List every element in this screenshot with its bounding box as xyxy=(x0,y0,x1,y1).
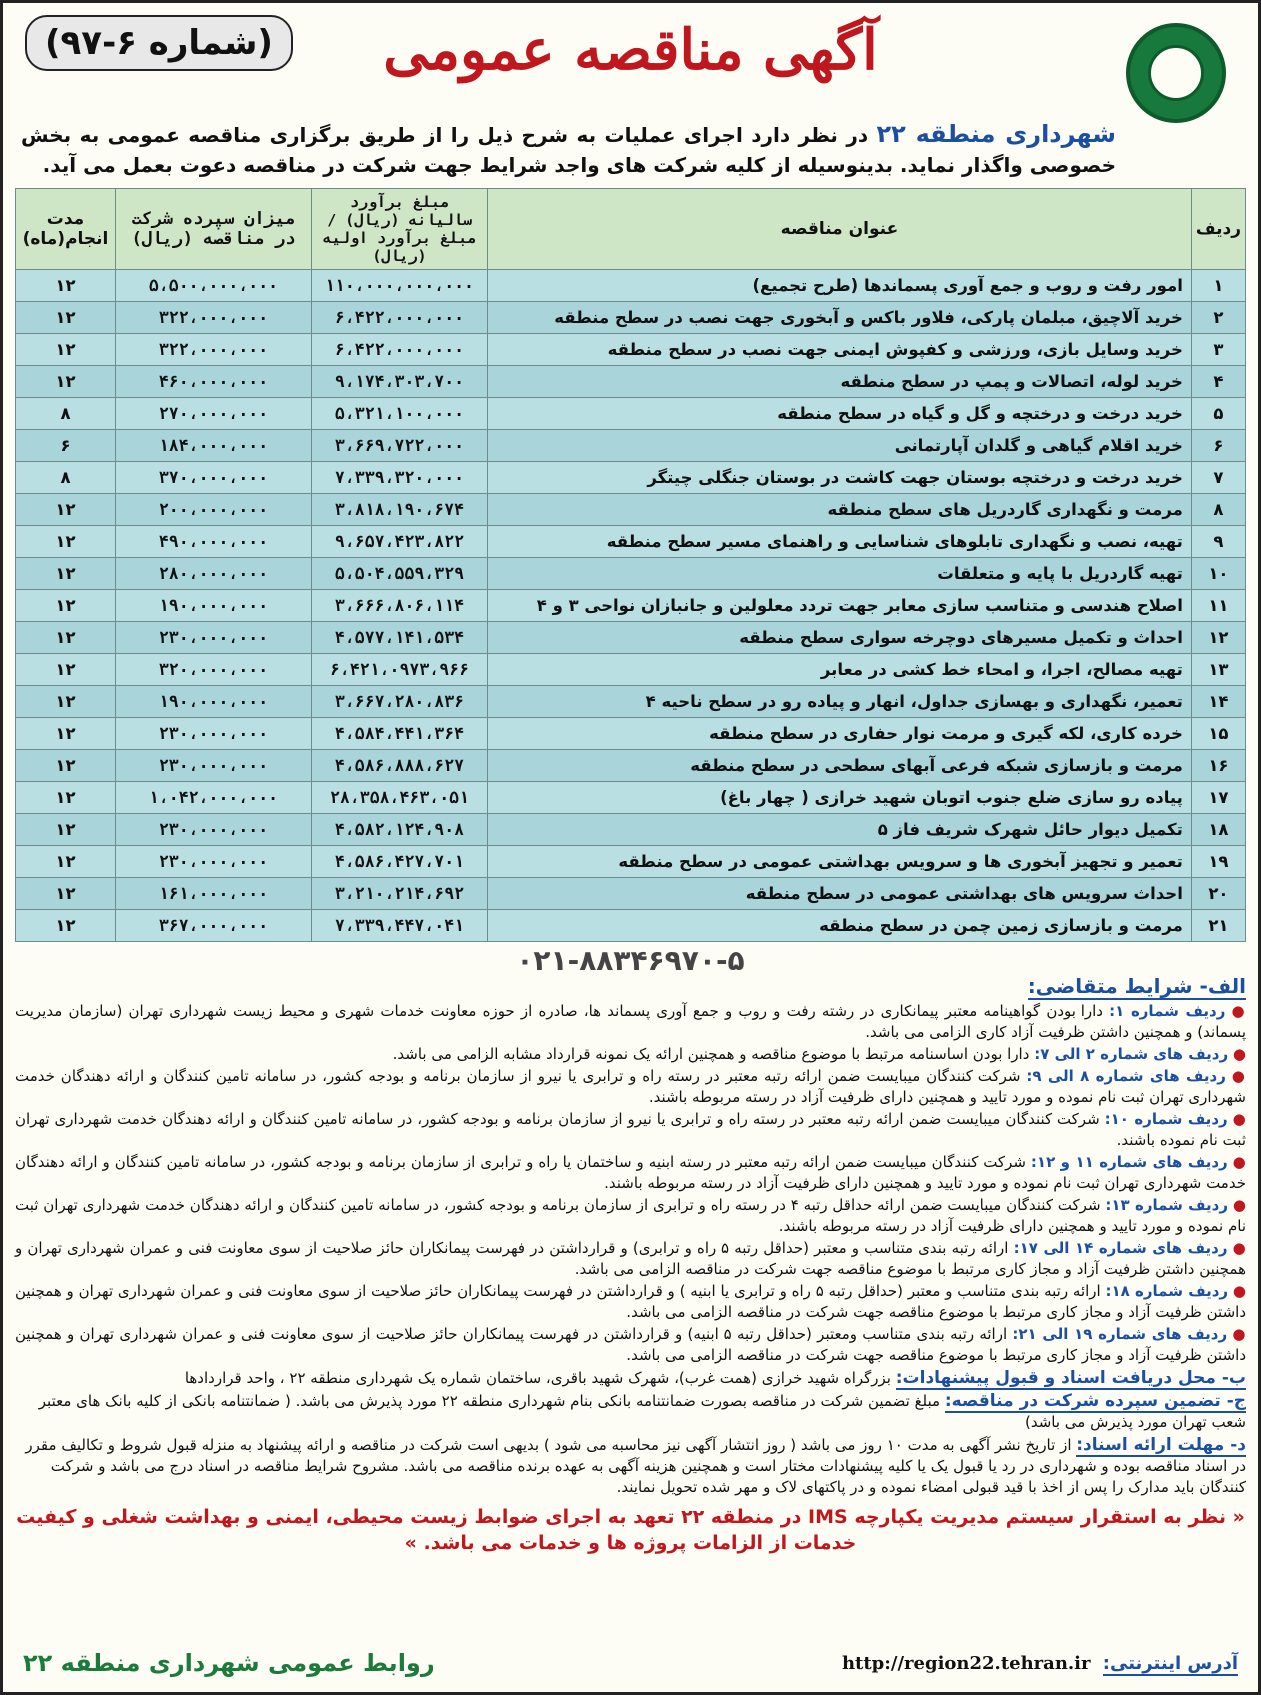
row-number: ۱۸ xyxy=(1191,814,1245,846)
row-estimate: ۷،۳۳۹،۳۲۰،۰۰۰ xyxy=(312,462,488,494)
bullet-icon: ● xyxy=(1227,1110,1246,1128)
table-row xyxy=(16,878,1246,910)
row-estimate: ۵،۵۰۴،۵۵۹،۳۲۹ xyxy=(312,558,488,590)
row-estimate: ۴،۵۸۶،۸۸۸،۶۲۷ xyxy=(312,750,488,782)
address-label: آدرس اینترنتی: xyxy=(1102,1652,1238,1674)
table-row xyxy=(16,814,1246,846)
bullet-icon: ● xyxy=(1228,1282,1246,1300)
condition-item xyxy=(15,1044,1246,1065)
row-duration: ۱۲ xyxy=(16,814,116,846)
ims-notice: « نظر به استقرار سیستم مدیریت یکپارچه IMS در منطقه ۲۲ تعهد به اجرای ضوابط زیست محیطی، ایمنی و بهداشت شغلی و کیفیت خدمات از الزامات پروژه ها و خدمات می باشد. » xyxy=(16,1506,1245,1554)
table-row xyxy=(16,782,1246,814)
condition-label: ردیف های شماره ۱۱ و ۱۲: xyxy=(1030,1153,1228,1171)
row-duration: ۱۲ xyxy=(16,782,116,814)
row-title: پیاده رو سازی ضلع جنوب اتوبان شهید خرازی ( چهار باغ) xyxy=(488,782,1192,814)
bullet-icon: ● xyxy=(1227,1153,1246,1171)
row-number: ۵ xyxy=(1191,398,1245,430)
header-deposit: میزان سپرده شرکت در مناقصه (ریال) xyxy=(116,189,312,270)
condition-text: شرکت کنندگان میبایست ضمن ارائه رتبه معتبر در رسته راه و ترابری یا نیرو از سازمان برنامه و بودجه کشور، در سامانه تامین کنندگان و ارائه دهندگان خدمت شهرداری تهران ثبت نام نموده و مورد تایید و همچنین دارای ظرفیت آزاد در رسته مربوطه باشند. xyxy=(15,1067,1246,1106)
row-deposit: ۳۶۷،۰۰۰،۰۰۰ xyxy=(116,910,312,942)
row-number: ۲۰ xyxy=(1191,878,1245,910)
row-duration: ۱۲ xyxy=(16,686,116,718)
row-estimate: ۶،۴۲۱،۰۹۷۳،۹۶۶ xyxy=(312,654,488,686)
row-duration: ۱۲ xyxy=(16,718,116,750)
table-header-row xyxy=(16,189,1246,270)
row-estimate: ۷،۳۳۹،۴۴۷،۰۴۱ xyxy=(312,910,488,942)
row-title: خرید اقلام گیاهی و گلدان آپارتمانی xyxy=(488,430,1192,462)
row-estimate: ۹،۶۵۷،۴۲۳،۸۲۲ xyxy=(312,526,488,558)
header-no: ردیف xyxy=(1191,189,1245,270)
row-number: ۱۶ xyxy=(1191,750,1245,782)
row-number: ۴ xyxy=(1191,366,1245,398)
bullet-icon: ● xyxy=(1227,1325,1246,1343)
condition-text: شرکت کنندگان میبایست ضمن ارائه رتبه معتبر در رسته ابنیه و ساختمان یا راه و ترابری از سازمان برنامه و بودجه کشور، در سامانه تامین کنندگان و ارائه دهندگان خدمت شهرداری تهران ثبت نام نموده و مورد تایید و همچنین دارای ظرفیت آزاد در رسته مربوطه باشند. xyxy=(15,1153,1246,1192)
deadline-line xyxy=(15,1435,1246,1498)
row-deposit: ۱۶۱،۰۰۰،۰۰۰ xyxy=(116,878,312,910)
row-title: تهیه مصالح، اجرا، و امحاء خط کشی در معابر xyxy=(488,654,1192,686)
row-duration: ۱۲ xyxy=(16,302,116,334)
row-title: خرید وسایل بازی، ورزشی و کفپوش ایمنی جهت نصب در سطح منطقه xyxy=(488,334,1192,366)
row-number: ۱۵ xyxy=(1191,718,1245,750)
row-duration: ۱۲ xyxy=(16,366,116,398)
table-row xyxy=(16,718,1246,750)
phone-number: ۰۲۱-۸۸۳۴۶۹۷۰-۵ xyxy=(516,944,745,977)
row-number: ۷ xyxy=(1191,462,1245,494)
row-estimate: ۴،۵۸۶،۴۲۷،۷۰۱ xyxy=(312,846,488,878)
intro-paragraph xyxy=(21,119,1116,180)
bullet-icon: ● xyxy=(1228,1045,1246,1063)
logo-emblem xyxy=(1148,45,1204,101)
location-line xyxy=(15,1368,1246,1389)
header-duration: مدت انجام(ماه) xyxy=(16,189,116,270)
conditions-heading: الف- شرایط متقاضی: xyxy=(1027,974,1246,998)
condition-text: شرکت کنندگان میبایست ضمن ارائه حداقل رتبه ۴ در رسته راه و ترابری از سازمان برنامه و بودجه کشور، در سامانه تامین کنندگان و ارائه دهندگان خدمت شهرداری تهران ثبت نام نموده و مورد تایید و همچنین دارای ظرفیت آزاد در رسته مربوطه باشند. xyxy=(15,1196,1246,1235)
table-row xyxy=(16,270,1246,302)
row-estimate: ۴،۵۷۷،۱۴۱،۵۳۴ xyxy=(312,622,488,654)
row-duration: ۱۲ xyxy=(16,494,116,526)
table-row xyxy=(16,334,1246,366)
table-row xyxy=(16,590,1246,622)
condition-text: ارائه رتبه بندی متناسب و معتبر (حداقل رتبه ۵ راه و ترابری یا ابنیه ) و قرارداشتن در فهرست پیمانکاران حائز صلاحیت از سوی معاونت فنی و عمران شهرداری تهران و همچنین داشتن ظرفیت آزاد و مجاز کاری مرتبط با موضوع مناقصه جهت شرکت در مناقصه الزامی می باشد. xyxy=(15,1282,1246,1321)
bullet-icon: ● xyxy=(1225,1067,1246,1085)
row-estimate: ۴،۵۸۲،۱۲۴،۹۰۸ xyxy=(312,814,488,846)
row-deposit: ۲۳۰،۰۰۰،۰۰۰ xyxy=(116,622,312,654)
condition-label: ردیف شماره ۱۰: xyxy=(1104,1110,1228,1128)
row-estimate: ۶،۴۲۲،۰۰۰،۰۰۰ xyxy=(312,334,488,366)
condition-text: دارا بودن اساسنامه مرتبط با موضوع مناقصه و همچنین ارائه یک نمونه قرارداد مشابه الزامی می باشد. xyxy=(392,1045,1030,1063)
row-title: مرمت و نگهداری گاردریل های سطح منطقه xyxy=(488,494,1192,526)
row-deposit: ۲۸۰،۰۰۰،۰۰۰ xyxy=(116,558,312,590)
condition-item xyxy=(15,1281,1246,1323)
row-deposit: ۲۳۰،۰۰۰،۰۰۰ xyxy=(116,846,312,878)
row-title: تهیه، نصب و نگهداری تابلوهای شناسایی و راهنمای مسیر سطح منطقه xyxy=(488,526,1192,558)
row-estimate: ۲۸،۳۵۸،۴۶۳،۰۵۱ xyxy=(312,782,488,814)
row-number: ۱۴ xyxy=(1191,686,1245,718)
row-number: ۱۲ xyxy=(1191,622,1245,654)
row-estimate: ۳،۶۶۶،۸۰۶،۱۱۴ xyxy=(312,590,488,622)
row-deposit: ۱۸۴،۰۰۰،۰۰۰ xyxy=(116,430,312,462)
intro-text: در نظر دارد اجرای عملیات به شرح ذیل را از طریق برگزاری مناقصه عمومی به بخش خصوصی واگذار نماید. بدینوسیله از کلیه شرکت های واجد شرایط جهت شرکت در مناقصه دعوت بعمل می آید. xyxy=(21,123,1116,177)
row-duration: ۶ xyxy=(16,430,116,462)
row-deposit: ۳۲۲،۰۰۰،۰۰۰ xyxy=(116,334,312,366)
row-title: خرید لوله، اتصالات و پمپ در سطح منطقه xyxy=(488,366,1192,398)
row-number: ۱۱ xyxy=(1191,590,1245,622)
condition-label: ردیف های شماره ۸ الی ۹: xyxy=(1026,1067,1226,1085)
table-row xyxy=(16,910,1246,942)
row-number: ۱۹ xyxy=(1191,846,1245,878)
condition-text: ارائه رتبه بندی متناسب و معتبر (حداقل رتبه ۵ راه و ترابری) و قرارداشتن در فهرست پیمانکاران حائز صلاحیت از سوی معاونت فنی و عمران شهرداری تهران و همچنین داشتن ظرفیت آزاد و مجاز کاری مرتبط با موضوع مناقصه جهت شرکت در مناقصه الزامی می باشد. xyxy=(15,1239,1246,1278)
row-title: تهیه گاردریل با پایه و متعلقات xyxy=(488,558,1192,590)
condition-item xyxy=(15,1195,1246,1237)
internet-address xyxy=(842,1653,1238,1674)
deadline-label: د- مهلت ارائه اسناد: xyxy=(1076,1435,1246,1455)
row-duration: ۱۲ xyxy=(16,526,116,558)
row-number: ۲۱ xyxy=(1191,910,1245,942)
row-estimate: ۱۱۰،۰۰۰،۰۰۰،۰۰۰ xyxy=(312,270,488,302)
conditions-section xyxy=(15,974,1246,1366)
table-row xyxy=(16,366,1246,398)
condition-label: ردیف شماره ۱۸: xyxy=(1105,1282,1229,1300)
deadline-text: از تاریخ نشر آگهی به مدت ۱۰ روز می باشد ( روز انتشار آگهی نیز محاسبه می شود ) بدیهی است شرکت در مناقصه و ارائه پیشنهاد به منزله قبول شروط و تکالیف مقرر در اسناد مناقصه بوده و شهرداری در رد یا قبول یک یا کلیه پیشنهادات مختار است و همچنین هزینه آگهی به عهده برنده مناقصه می باشد. مشروح شرایط مناقصه در اسناد درج می باشد و شرکت کنندگان باید مدارک را پس از اخذ با قید قبولی امضاء نموده و در پاکتهای لاک و مهر شده تحویل نمایند. xyxy=(25,1436,1246,1496)
table-row xyxy=(16,398,1246,430)
row-title: خرید درخت و درختچه و گل و گیاه در سطح منطقه xyxy=(488,398,1192,430)
table-row xyxy=(16,302,1246,334)
row-estimate: ۳،۶۶۹،۷۲۲،۰۰۰ xyxy=(312,430,488,462)
row-estimate: ۳،۶۶۷،۲۸۰،۸۳۶ xyxy=(312,686,488,718)
row-title: اصلاح هندسی و متناسب سازی معابر جهت تردد معلولین و جانبازان نواحی ۳ و ۴ xyxy=(488,590,1192,622)
row-number: ۸ xyxy=(1191,494,1245,526)
row-title: تعمیر و تجهیز آبخوری ها و سرویس بهداشتی عمومی در سطح منطقه xyxy=(488,846,1192,878)
condition-label: ردیف شماره ۱۳: xyxy=(1105,1196,1229,1214)
condition-text: شرکت کنندگان میبایست ضمن ارائه رتبه معتبر در رسته راه و ترابری یا نیرو از سازمان برنامه و بودجه کشور، در سامانه تامین کنندگان و ارائه دهندگان خدمت شهرداری تهران ثبت نام نموده باشند. xyxy=(15,1110,1246,1149)
row-duration: ۱۲ xyxy=(16,334,116,366)
public-relations-signature: روابط عمومی شهرداری منطقه ۲۲ xyxy=(23,1649,435,1677)
row-estimate: ۶،۴۲۲،۰۰۰،۰۰۰ xyxy=(312,302,488,334)
bullet-icon: ● xyxy=(1228,1196,1246,1214)
row-duration: ۱۲ xyxy=(16,558,116,590)
table-row xyxy=(16,686,1246,718)
condition-label: ردیف های شماره ۲ الی ۷: xyxy=(1034,1045,1229,1063)
table-row xyxy=(16,430,1246,462)
row-deposit: ۳۲۰،۰۰۰،۰۰۰ xyxy=(116,654,312,686)
row-deposit: ۵،۵۰۰،۰۰۰،۰۰۰ xyxy=(116,270,312,302)
row-title: خرید درخت و درختچه بوستان جهت کاشت در بوستان جنگلی چیتگر xyxy=(488,462,1192,494)
row-deposit: ۲۷۰،۰۰۰،۰۰۰ xyxy=(116,398,312,430)
condition-label: ردیف شماره ۱: xyxy=(1109,1002,1226,1020)
header-estimate: مبلغ برآورد سالیانه (ریال) / مبلغ برآورد اولیه (ریال) xyxy=(312,189,488,270)
row-duration: ۱۲ xyxy=(16,622,116,654)
table-row xyxy=(16,558,1246,590)
row-duration: ۱۲ xyxy=(16,878,116,910)
row-duration: ۸ xyxy=(16,398,116,430)
row-estimate: ۳،۲۱۰،۲۱۴،۶۹۲ xyxy=(312,878,488,910)
row-deposit: ۴۶۰،۰۰۰،۰۰۰ xyxy=(116,366,312,398)
row-estimate: ۳،۸۱۸،۱۹۰،۶۷۴ xyxy=(312,494,488,526)
row-title: مرمت و بازسازی شبکه فرعی آبهای سطحی در سطح منطقه xyxy=(488,750,1192,782)
row-title: احداث سرویس های بهداشتی عمومی در سطح منطقه xyxy=(488,878,1192,910)
row-deposit: ۲۳۰،۰۰۰،۰۰۰ xyxy=(116,750,312,782)
condition-item xyxy=(15,1324,1246,1366)
conditions-list xyxy=(15,1001,1246,1366)
row-number: ۹ xyxy=(1191,526,1245,558)
condition-item xyxy=(15,1109,1246,1151)
row-estimate: ۴،۵۸۴،۴۴۱،۳۶۴ xyxy=(312,718,488,750)
row-duration: ۱۲ xyxy=(16,750,116,782)
row-number: ۱۷ xyxy=(1191,782,1245,814)
row-deposit: ۴۹۰،۰۰۰،۰۰۰ xyxy=(116,526,312,558)
page-title: آگهی مناقصه عمومی xyxy=(383,17,878,83)
header-title: عنوان مناقصه xyxy=(488,189,1192,270)
row-number: ۱ xyxy=(1191,270,1245,302)
row-duration: ۱۲ xyxy=(16,270,116,302)
condition-text: دارا بودن گواهینامه معتبر پیمانکاری در رشته رفت و روب و جمع آوری پسماند ها، صادره از حوزه معاونت خدمات شهری و محیط زیست شهرداری تهران (سازمان مدیریت پسماند) و همچنین داشتن ظرفیت آزاد کاری الزامی می باشد. xyxy=(15,1002,1246,1041)
table-row xyxy=(16,622,1246,654)
row-number: ۱۳ xyxy=(1191,654,1245,686)
row-number: ۲ xyxy=(1191,302,1245,334)
municipality-logo xyxy=(1126,23,1226,123)
condition-item xyxy=(15,1001,1246,1043)
footer xyxy=(23,1646,1238,1680)
row-deposit: ۲۳۰،۰۰۰،۰۰۰ xyxy=(116,718,312,750)
guarantee-line xyxy=(15,1391,1246,1433)
location-text: بزرگراه شهید خرازی (همت غرب)، شهرک شهید باقری، ساختمان شماره یک شهرداری منطقه ۲۲ ، واحد قراردادها xyxy=(184,1369,896,1387)
table-row xyxy=(16,526,1246,558)
row-title: احداث و تکمیل مسیرهای دوچرخه سواری سطح منطقه xyxy=(488,622,1192,654)
header xyxy=(15,11,1246,119)
table-row xyxy=(16,654,1246,686)
guarantee-text: مبلغ تضمین شرکت در مناقصه بصورت ضمانتنامه بانکی بنام شهرداری منطقه ۲۲ مورد پذیرش می باشد. ( ضمانتنامه بانکی از کلیه بانک های معتبر شعب تهران مورد پذیرش می باشد) xyxy=(38,1392,1246,1431)
row-duration: ۱۲ xyxy=(16,654,116,686)
row-deposit: ۱۹۰،۰۰۰،۰۰۰ xyxy=(116,590,312,622)
row-number: ۱۰ xyxy=(1191,558,1245,590)
row-duration: ۱۲ xyxy=(16,590,116,622)
row-estimate: ۵،۳۲۱،۱۰۰،۰۰۰ xyxy=(312,398,488,430)
condition-item xyxy=(15,1238,1246,1280)
condition-label: ردیف های شماره ۱۴ الی ۱۷: xyxy=(1013,1239,1228,1257)
row-duration: ۱۲ xyxy=(16,846,116,878)
row-title: مرمت و بازسازی زمین چمن در سطح منطقه xyxy=(488,910,1192,942)
row-deposit: ۳۷۰،۰۰۰،۰۰۰ xyxy=(116,462,312,494)
row-deposit: ۲۳۰،۰۰۰،۰۰۰ xyxy=(116,814,312,846)
table-body xyxy=(16,270,1246,942)
row-deposit: ۱،۰۴۲،۰۰۰،۰۰۰ xyxy=(116,782,312,814)
row-deposit: ۱۹۰،۰۰۰،۰۰۰ xyxy=(116,686,312,718)
guarantee-label: ج- تضمین سپرده شرکت در مناقصه: xyxy=(944,1391,1246,1411)
condition-text: ارائه رتبه بندی متناسب ومعتبر (حداقل رتبه ۵ ابنیه) و قرارداشتن در فهرست پیمانکاران حائز صلاحیت از سوی معاونت فنی و عمران شهرداری تهران و همچنین داشتن ظرفیت آزاد و مجاز کاری مرتبط با موضوع مناقصه جهت شرکت در مناقصه الزامی می باشد. xyxy=(15,1325,1246,1364)
row-number: ۶ xyxy=(1191,430,1245,462)
row-number: ۳ xyxy=(1191,334,1245,366)
condition-item xyxy=(15,1066,1246,1108)
condition-label: ردیف های شماره ۱۹ الی ۲۱: xyxy=(1012,1325,1228,1343)
row-title: خرید آلاچیق، مبلمان پارکی، فلاور باکس و آبخوری جهت نصب در سطح منطقه xyxy=(488,302,1192,334)
row-deposit: ۲۰۰،۰۰۰،۰۰۰ xyxy=(116,494,312,526)
row-estimate: ۹،۱۷۴،۳۰۳،۷۰۰ xyxy=(312,366,488,398)
table-row xyxy=(16,750,1246,782)
row-title: تعمیر، نگهداری و بهسازی جداول، انهار و پیاده رو در سطح ناحیه ۴ xyxy=(488,686,1192,718)
row-duration: ۱۲ xyxy=(16,910,116,942)
bullet-icon: ● xyxy=(1227,1239,1246,1257)
intro-brand: شهرداری منطقه ۲۲ xyxy=(876,120,1116,148)
table-row xyxy=(16,462,1246,494)
condition-item xyxy=(15,1152,1246,1194)
issue-number-badge: (شماره ۶-۹۷) xyxy=(25,15,293,71)
table-row xyxy=(16,846,1246,878)
row-duration: ۸ xyxy=(16,462,116,494)
row-deposit: ۳۲۲،۰۰۰،۰۰۰ xyxy=(116,302,312,334)
website-link[interactable]: http://region22.tehran.ir xyxy=(841,1652,1091,1674)
row-title: امور رفت و روب و جمع آوری پسماندها (طرح تجمیع) xyxy=(488,270,1192,302)
row-title: تکمیل دیوار حائل شهرک شریف فاز ۵ xyxy=(488,814,1192,846)
bullet-icon: ● xyxy=(1225,1002,1247,1020)
tenders-table xyxy=(15,188,1246,942)
row-title: خرده کاری، لکه گیری و مرمت نوار حفاری در سطح منطقه xyxy=(488,718,1192,750)
location-label: ب- محل دریافت اسناد و قبول پیشنهادات: xyxy=(895,1368,1246,1388)
table-row xyxy=(16,494,1246,526)
